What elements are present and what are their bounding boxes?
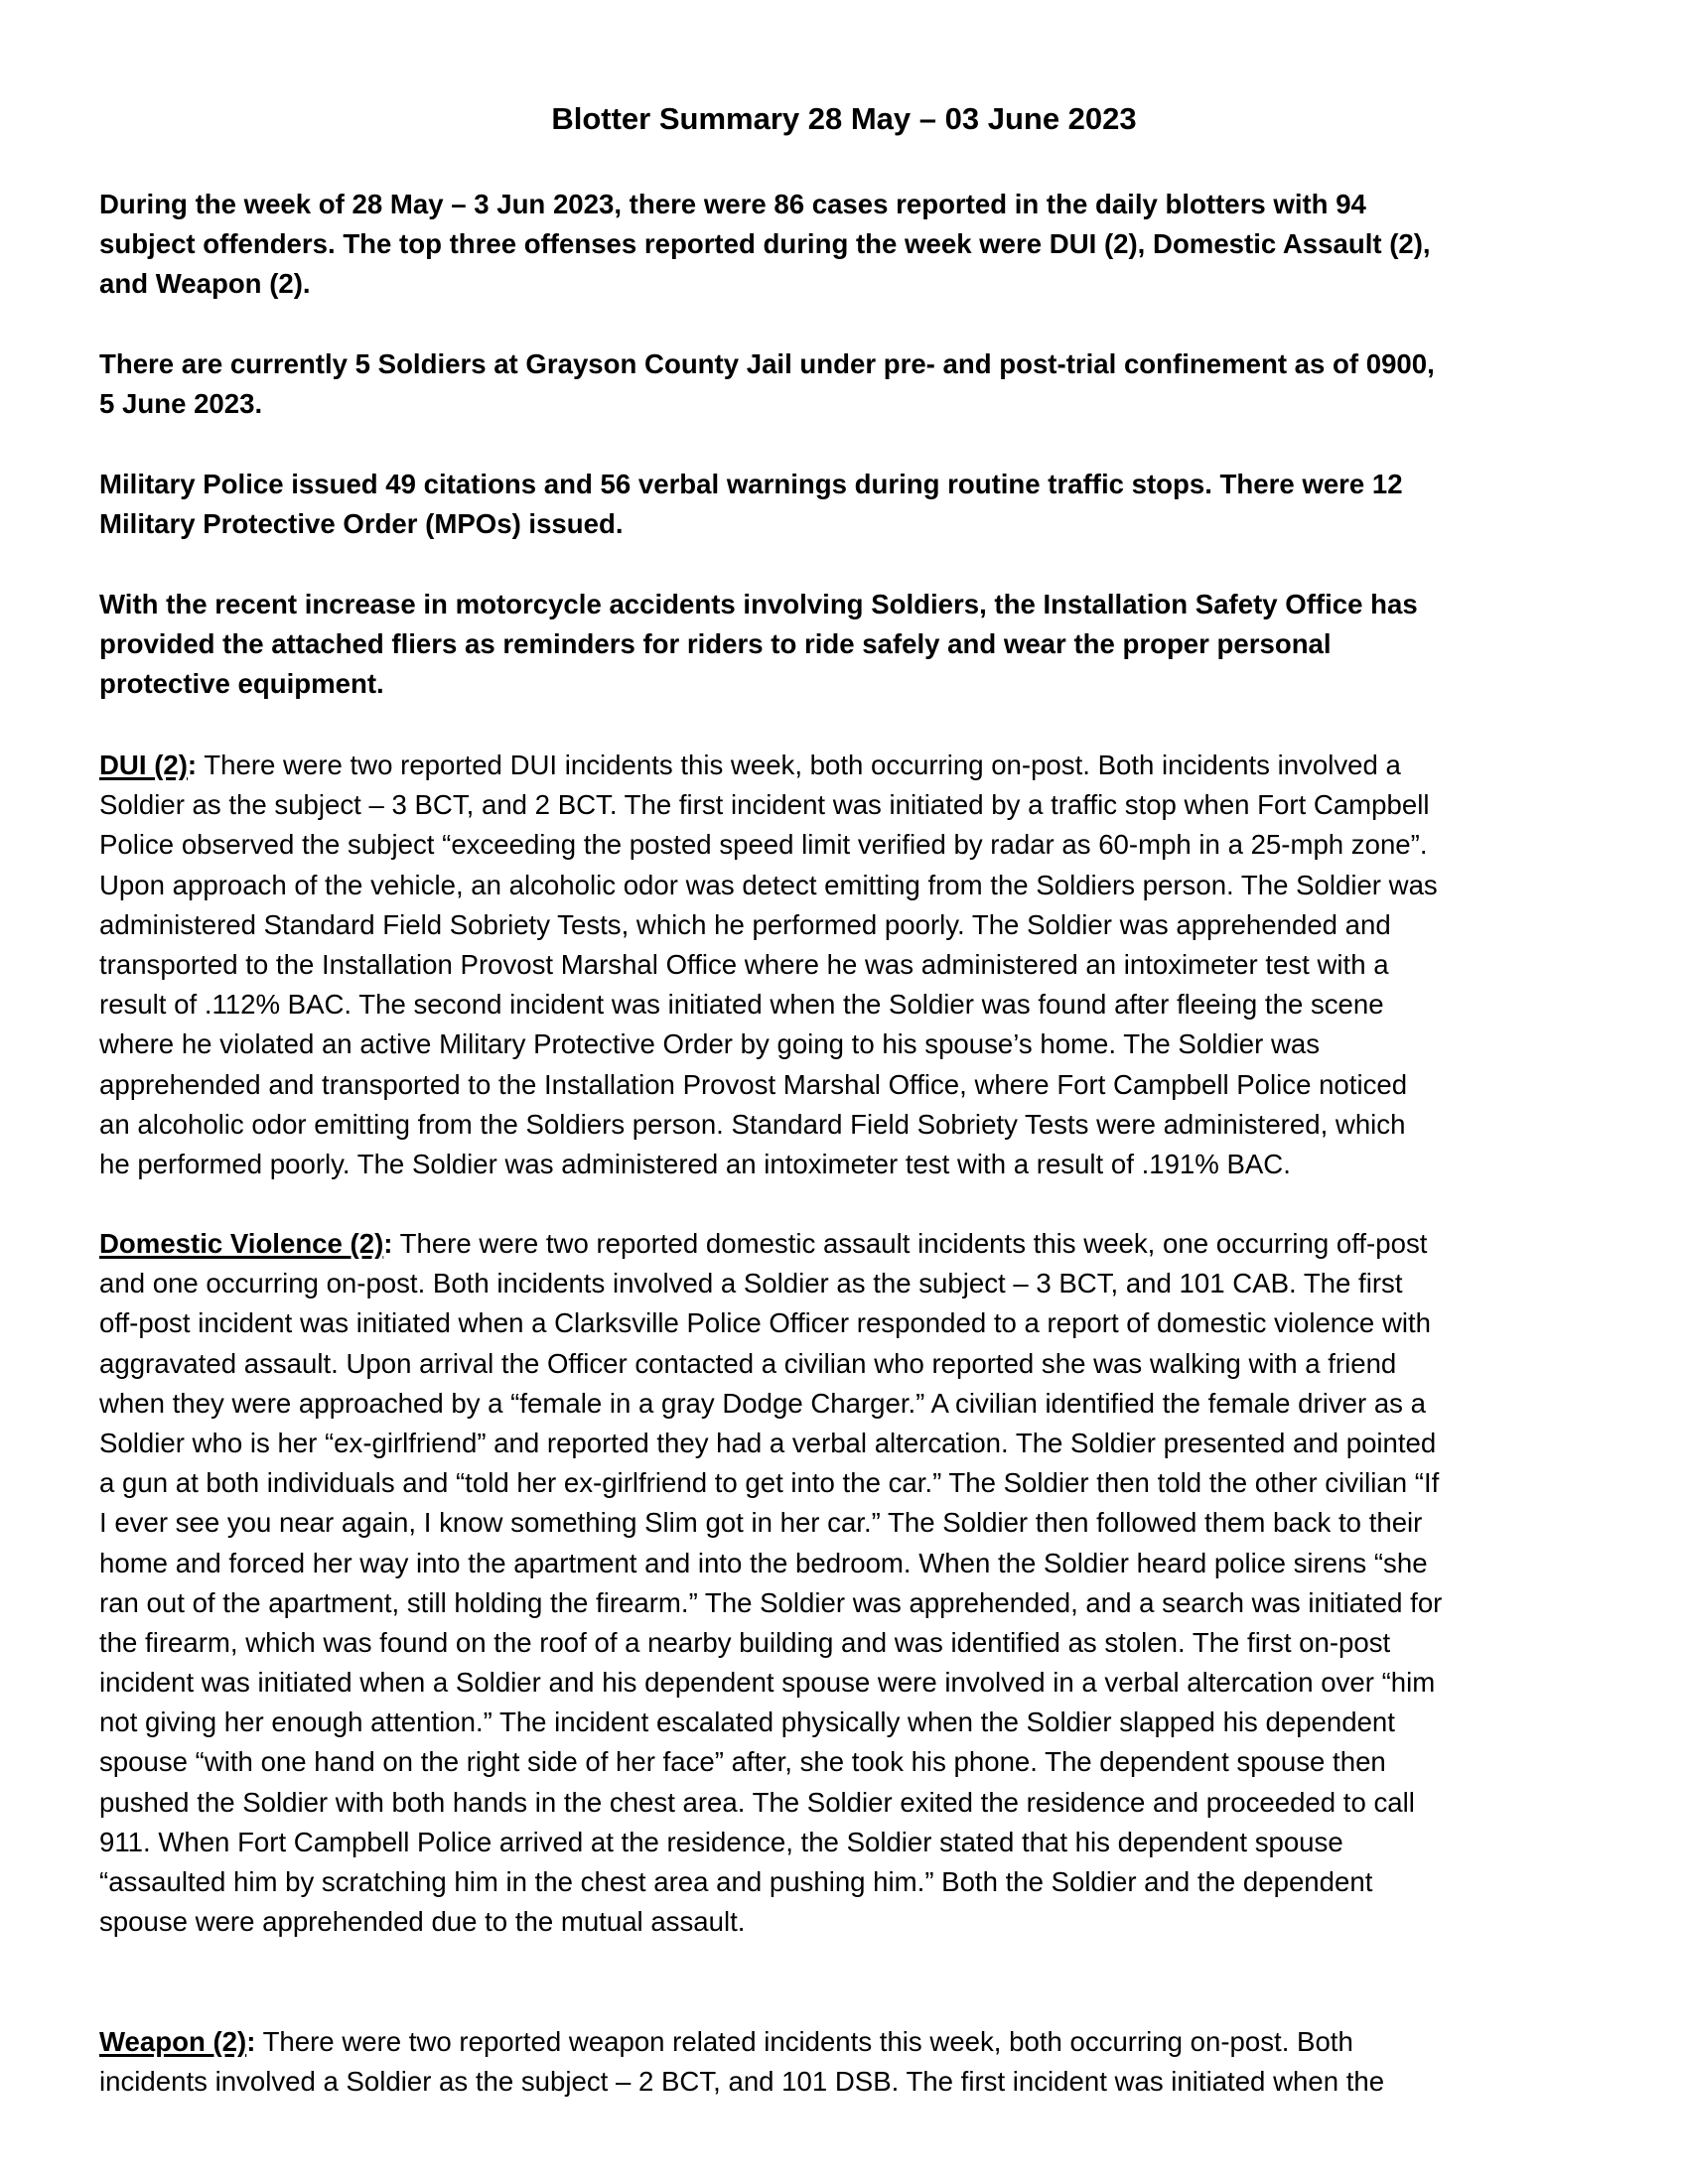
text-line: 5 June 2023. bbox=[99, 388, 263, 420]
section-weapon bbox=[99, 2022, 1628, 2102]
text-line: off-post incident was initiated when a Clarksville Police Officer responded to a report of domestic violence with bbox=[99, 1307, 1432, 1339]
text-line: where he violated an active Military Protective Order by going to his spouse’s home. The Soldier was bbox=[99, 1028, 1321, 1060]
text-line: and one occurring on-post. Both incidents involved a Soldier as the subject – 3 BCT, and 101 CAB. The first bbox=[99, 1268, 1403, 1299]
text-line: not giving her enough attention.” The incident escalated physically when the Soldier slapped his dependent bbox=[99, 1706, 1395, 1738]
text-line: home and forced her way into the apartment and into the bedroom. When the Soldier heard police sirens “she bbox=[99, 1547, 1428, 1578]
section-heading: Weapon (2) bbox=[99, 2026, 247, 2057]
text-line: when they were approached by a “female in a gray Dodge Charger.” A civilian identified the female driver as a bbox=[99, 1387, 1426, 1419]
section-first-line bbox=[99, 746, 1628, 785]
text-line: pushed the Soldier with both hands in the chest area. The Soldier exited the residence and proceeded to call bbox=[99, 1786, 1415, 1818]
summary-paragraph-safety bbox=[99, 585, 1628, 705]
summary-paragraph-confinement bbox=[99, 344, 1628, 424]
text-line: aggravated assault. Upon arrival the Officer contacted a civilian who reported she was walking with a friend bbox=[99, 1347, 1397, 1379]
heading-colon: : bbox=[187, 750, 198, 780]
text-line: There are currently 5 Soldiers at Grayson County Jail under pre- and post-trial confinement as of 0900, bbox=[99, 348, 1435, 379]
section-heading: DUI (2) bbox=[99, 750, 188, 780]
page-title: Blotter Summary 28 May – 03 June 2023 bbox=[551, 101, 1137, 136]
text-line: incidents involved a Soldier as the subject – 2 BCT, and 101 DSB. The first incident was initiated when the bbox=[99, 2066, 1385, 2098]
text-line: protective equipment. bbox=[99, 668, 384, 700]
text-line: I ever see you near again, I know something Slim got in her car.” The Soldier then followed them back to their bbox=[99, 1507, 1423, 1539]
text-line: the firearm, which was found on the roof of a nearby building and was identified as stolen. The first on-post bbox=[99, 1626, 1391, 1658]
text-line: a gun at both individuals and “told her ex-girlfriend to get into the car.” The Soldier then told the other civilian “If bbox=[99, 1467, 1440, 1499]
text-line: result of .112% BAC. The second incident was initiated when the Soldier was found after fleeing the scene bbox=[99, 989, 1384, 1021]
text-line: and Weapon (2). bbox=[99, 268, 311, 300]
section-first-line bbox=[99, 1224, 1628, 1264]
text-line: incident was initiated when a Soldier and his dependent spouse were involved in a verbal altercation over “him bbox=[99, 1667, 1436, 1699]
text-line: apprehended and transported to the Installation Provost Marshal Office, where Fort Campbell Police noticed bbox=[99, 1068, 1408, 1100]
text-line: 911. When Fort Campbell Police arrived at the residence, the Soldier stated that his dependent spouse bbox=[99, 1826, 1343, 1857]
section-text: There were two reported domestic assault incidents this week, one occurring off-post bbox=[392, 1228, 1428, 1259]
text-line: an alcoholic odor emitting from the Soldiers person. Standard Field Sobriety Tests were administered, which bbox=[99, 1108, 1406, 1140]
text-line: subject offenders. The top three offenses reported during the week were DUI (2), Domestic Assault (2), bbox=[99, 228, 1431, 260]
text-line: provided the attached fliers as reminders for riders to ride safely and wear the proper personal bbox=[99, 628, 1332, 660]
text-line: he performed poorly. The Soldier was administered an intoximeter test with a result of .191% BAC. bbox=[99, 1148, 1291, 1179]
text-line: Soldier who is her “ex-girlfriend” and reported they had a verbal altercation. The Soldier presented and pointed bbox=[99, 1427, 1437, 1458]
text-line: administered Standard Field Sobriety Tests, which he performed poorly. The Soldier was apprehended and bbox=[99, 908, 1391, 940]
heading-colon: : bbox=[383, 1228, 393, 1259]
section-text: There were two reported weapon related incidents this week, both occurring on-post. Both bbox=[255, 2026, 1353, 2057]
summary-paragraph-traffic bbox=[99, 465, 1628, 544]
section-dui bbox=[99, 746, 1628, 1184]
section-domestic-violence bbox=[99, 1224, 1628, 1942]
text-line: ran out of the apartment, still holding the firearm.” The Soldier was apprehended, and a search was initiated for bbox=[99, 1586, 1443, 1618]
section-first-line bbox=[99, 2022, 1628, 2062]
text-line: Upon approach of the vehicle, an alcoholic odor was detect emitting from the Soldiers person. The Soldier was bbox=[99, 869, 1438, 900]
text-line: spouse were apprehended due to the mutual assault. bbox=[99, 1906, 746, 1938]
text-line: With the recent increase in motorcycle accidents involving Soldiers, the Installation Safety Office has bbox=[99, 589, 1418, 619]
text-line: Soldier as the subject – 3 BCT, and 2 BCT. The first incident was initiated by a traffic stop when Fort Campbell bbox=[99, 789, 1430, 821]
text-line: spouse “with one hand on the right side of her face” after, she took his phone. The dependent spouse then bbox=[99, 1746, 1386, 1778]
text-line: Police observed the subject “exceeding the posted speed limit verified by radar as 60-mph in a 25-mph zone”. bbox=[99, 829, 1428, 861]
section-heading: Domestic Violence (2) bbox=[99, 1228, 384, 1259]
text-line: During the week of 28 May – 3 Jun 2023, there were 86 cases reported in the daily blotters with 94 bbox=[99, 189, 1366, 219]
text-line: transported to the Installation Provost Marshal Office where he was administered an intoximeter test with a bbox=[99, 948, 1389, 980]
text-line: “assaulted him by scratching him in the chest area and pushing him.” Both the Soldier and the dependent bbox=[99, 1866, 1373, 1897]
heading-colon: : bbox=[246, 2026, 256, 2057]
text-line: Military Protective Order (MPOs) issued. bbox=[99, 508, 624, 540]
text-line: Military Police issued 49 citations and 56 verbal warnings during routine traffic stops. There were 12 bbox=[99, 469, 1403, 499]
summary-paragraph-cases bbox=[99, 185, 1628, 305]
section-text: There were two reported DUI incidents this week, both occurring on-post. Both incidents involved a bbox=[197, 750, 1401, 780]
